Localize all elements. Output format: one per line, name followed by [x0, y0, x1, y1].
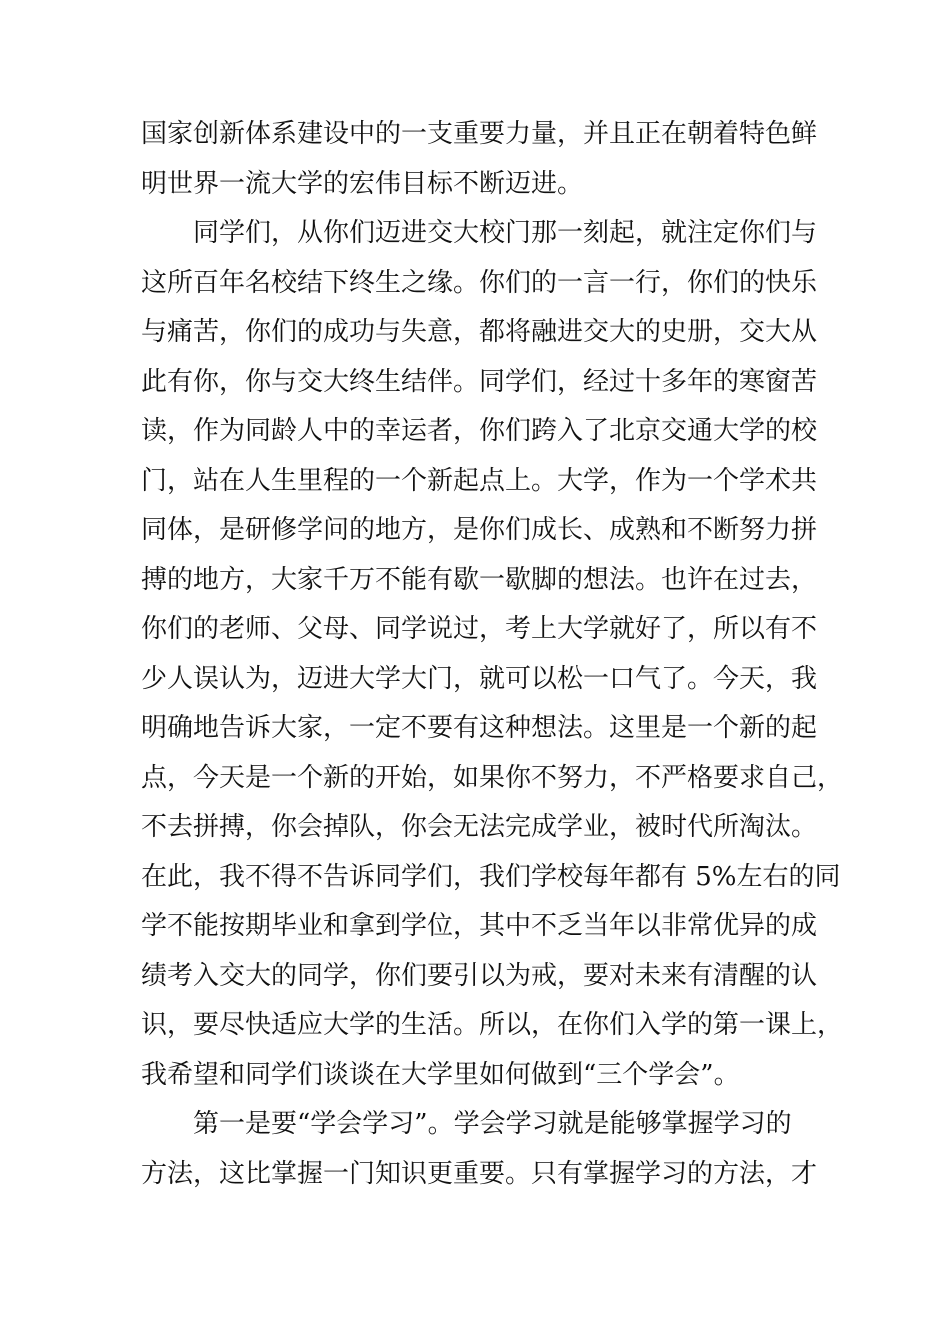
text-line: 同体，是研修学问的地方，是你们成长、成熟和不断努力拼	[141, 515, 818, 545]
text-line: 绩考入交大的同学，你们要引以为戒，要对未来有清醒的认	[141, 960, 818, 991]
text-line: 与痛苦，你们的成功与失意，都将融进交大的史册，交大从	[141, 317, 818, 347]
text-line: 搏的地方，大家千万不能有歇一歇脚的想法。也许在过去，	[141, 564, 818, 595]
text-line: 门，站在人生里程的一个新起点上。大学，作为一个学术共	[141, 465, 818, 496]
text-line: 少人误认为，迈进大学大门，就可以松一口气了。今天，我	[141, 663, 818, 694]
text-line: 你们的老师、父母、同学说过，考上大学就好了，所以有不	[141, 614, 818, 644]
text-line: 此有你，你与交大终生结伴。同学们，经过十多年的寒窗苦	[141, 366, 818, 397]
paragraph-start-line: 第一是要“学会学习”。学会学习就是能够掌握学习的	[193, 1109, 792, 1139]
text-line: 国家创新体系建设中的一支重要力量，并且正在朝着特色鲜	[141, 119, 818, 149]
body-text	[141, 110, 844, 1199]
text-line: 识，要尽快适应大学的生活。所以，在你们入学的第一课上，	[141, 1010, 844, 1040]
text-line: 这所百年名校结下终生之缘。你们的一言一行，你们的快乐	[141, 267, 818, 298]
text-line: 方法，这比掌握一门知识更重要。只有掌握学习的方法，才	[141, 1158, 818, 1189]
text-line: 明世界一流大学的宏伟目标不断迈进。	[141, 168, 584, 199]
paragraph-start-line: 同学们，从你们迈进交大校门那一刻起，就注定你们与	[193, 218, 818, 248]
text-line: 我希望和同学们谈谈在大学里如何做到“三个学会”。	[141, 1059, 740, 1090]
text-line: 学不能按期毕业和拿到学位，其中不乏当年以非常优异的成	[141, 911, 818, 941]
text-line: 读，作为同龄人中的幸运者，你们跨入了北京交通大学的校	[141, 416, 818, 446]
text-line: 点，今天是一个新的开始，如果你不努力，不严格要求自己，	[141, 762, 844, 793]
text-line: 在此，我不得不告诉同学们，我们学校每年都有 5%左右的同	[141, 861, 841, 892]
text-line: 明确地告诉大家，一定不要有这种想法。这里是一个新的起	[141, 713, 818, 743]
text-line: 不去拼搏，你会掉队，你会无法完成学业，被时代所淘汰。	[141, 812, 818, 842]
